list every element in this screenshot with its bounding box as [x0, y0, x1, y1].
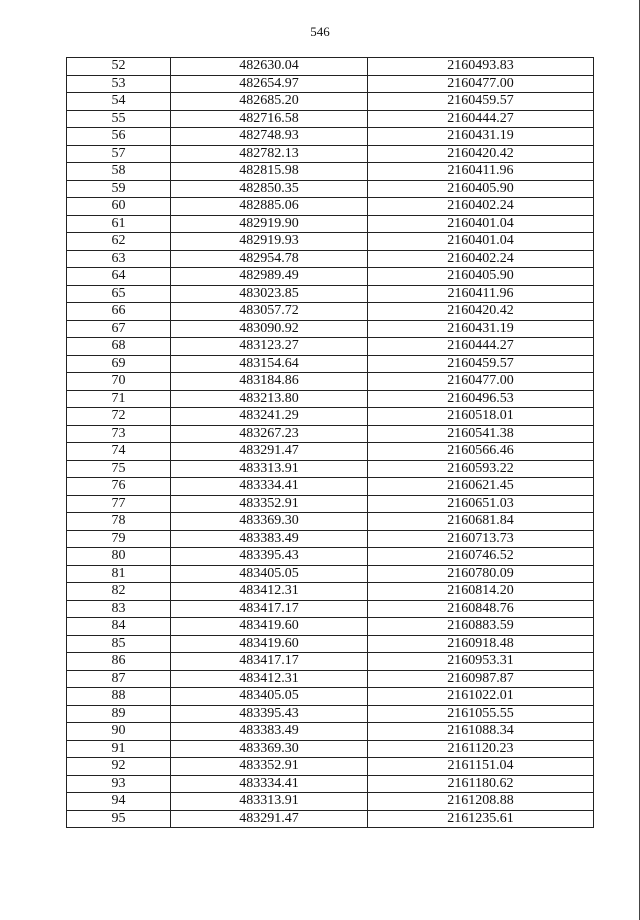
- y-coordinate-cell: 2160746.52: [368, 548, 594, 566]
- y-coordinate-cell: 2160401.04: [368, 215, 594, 233]
- table-row: [67, 58, 594, 76]
- point-number-cell: 67: [67, 320, 171, 338]
- point-number-cell: 65: [67, 285, 171, 303]
- table-row: [67, 530, 594, 548]
- x-coordinate-cell: 482850.35: [171, 180, 368, 198]
- y-coordinate-cell: 2160541.38: [368, 425, 594, 443]
- y-coordinate-cell: 2160444.27: [368, 110, 594, 128]
- table-row: [67, 670, 594, 688]
- table-row: [67, 478, 594, 496]
- point-number-cell: 59: [67, 180, 171, 198]
- point-number-cell: 74: [67, 443, 171, 461]
- y-coordinate-cell: 2160420.42: [368, 145, 594, 163]
- table-row: [67, 390, 594, 408]
- point-number-cell: 93: [67, 775, 171, 793]
- x-coordinate-cell: 482716.58: [171, 110, 368, 128]
- x-coordinate-cell: 483352.91: [171, 758, 368, 776]
- table-row: [67, 460, 594, 478]
- table-row: [67, 145, 594, 163]
- table-row: [67, 285, 594, 303]
- y-coordinate-cell: 2161088.34: [368, 723, 594, 741]
- y-coordinate-cell: 2160431.19: [368, 128, 594, 146]
- x-coordinate-cell: 483412.31: [171, 583, 368, 601]
- point-number-cell: 84: [67, 618, 171, 636]
- x-coordinate-cell: 483417.17: [171, 653, 368, 671]
- point-number-cell: 69: [67, 355, 171, 373]
- y-coordinate-cell: 2160493.83: [368, 58, 594, 76]
- y-coordinate-cell: 2160918.48: [368, 635, 594, 653]
- x-coordinate-cell: 483313.91: [171, 793, 368, 811]
- y-coordinate-cell: 2160405.90: [368, 180, 594, 198]
- x-coordinate-cell: 483334.41: [171, 478, 368, 496]
- y-coordinate-cell: 2160814.20: [368, 583, 594, 601]
- x-coordinate-cell: 482919.90: [171, 215, 368, 233]
- y-coordinate-cell: 2160651.03: [368, 495, 594, 513]
- table-row: [67, 198, 594, 216]
- x-coordinate-cell: 483313.91: [171, 460, 368, 478]
- point-number-cell: 82: [67, 583, 171, 601]
- y-coordinate-cell: 2160518.01: [368, 408, 594, 426]
- y-coordinate-cell: 2160953.31: [368, 653, 594, 671]
- point-number-cell: 58: [67, 163, 171, 181]
- y-coordinate-cell: 2160411.96: [368, 285, 594, 303]
- y-coordinate-cell: 2160431.19: [368, 320, 594, 338]
- table-row: [67, 268, 594, 286]
- point-number-cell: 56: [67, 128, 171, 146]
- table-row: [67, 233, 594, 251]
- y-coordinate-cell: 2160459.57: [368, 355, 594, 373]
- x-coordinate-cell: 483369.30: [171, 513, 368, 531]
- x-coordinate-cell: 482815.98: [171, 163, 368, 181]
- point-number-cell: 57: [67, 145, 171, 163]
- table-row: [67, 338, 594, 356]
- point-number-cell: 66: [67, 303, 171, 321]
- y-coordinate-cell: 2160402.24: [368, 198, 594, 216]
- point-number-cell: 89: [67, 705, 171, 723]
- y-coordinate-cell: 2161055.55: [368, 705, 594, 723]
- y-coordinate-cell: 2160420.42: [368, 303, 594, 321]
- point-number-cell: 54: [67, 93, 171, 111]
- x-coordinate-cell: 483213.80: [171, 390, 368, 408]
- x-coordinate-cell: 483352.91: [171, 495, 368, 513]
- table-row: [67, 320, 594, 338]
- point-number-cell: 63: [67, 250, 171, 268]
- x-coordinate-cell: 483291.47: [171, 443, 368, 461]
- table-row: [67, 583, 594, 601]
- x-coordinate-cell: 483057.72: [171, 303, 368, 321]
- point-number-cell: 60: [67, 198, 171, 216]
- point-number-cell: 91: [67, 740, 171, 758]
- table-row: [67, 740, 594, 758]
- point-number-cell: 73: [67, 425, 171, 443]
- point-number-cell: 64: [67, 268, 171, 286]
- table-row: [67, 355, 594, 373]
- table-row: [67, 303, 594, 321]
- x-coordinate-cell: 482630.04: [171, 58, 368, 76]
- page-number: 546: [310, 24, 330, 39]
- y-coordinate-cell: 2160848.76: [368, 600, 594, 618]
- point-number-cell: 79: [67, 530, 171, 548]
- point-number-cell: 95: [67, 810, 171, 828]
- point-number-cell: 75: [67, 460, 171, 478]
- table-row: [67, 758, 594, 776]
- x-coordinate-cell: 483383.49: [171, 530, 368, 548]
- point-number-cell: 86: [67, 653, 171, 671]
- x-coordinate-cell: 482885.06: [171, 198, 368, 216]
- y-coordinate-cell: 2161208.88: [368, 793, 594, 811]
- table-row: [67, 215, 594, 233]
- table-row: [67, 688, 594, 706]
- point-number-cell: 70: [67, 373, 171, 391]
- point-number-cell: 92: [67, 758, 171, 776]
- x-coordinate-cell: 482782.13: [171, 145, 368, 163]
- y-coordinate-cell: 2161151.04: [368, 758, 594, 776]
- x-coordinate-cell: 483334.41: [171, 775, 368, 793]
- x-coordinate-cell: 483419.60: [171, 635, 368, 653]
- table-row: [67, 548, 594, 566]
- point-number-cell: 55: [67, 110, 171, 128]
- y-coordinate-cell: 2160411.96: [368, 163, 594, 181]
- y-coordinate-cell: 2160593.22: [368, 460, 594, 478]
- y-coordinate-cell: 2160401.04: [368, 233, 594, 251]
- table-row: [67, 408, 594, 426]
- point-number-cell: 80: [67, 548, 171, 566]
- table-row: [67, 723, 594, 741]
- point-number-cell: 61: [67, 215, 171, 233]
- point-number-cell: 62: [67, 233, 171, 251]
- x-coordinate-cell: 483090.92: [171, 320, 368, 338]
- point-number-cell: 88: [67, 688, 171, 706]
- y-coordinate-cell: 2160883.59: [368, 618, 594, 636]
- point-number-cell: 94: [67, 793, 171, 811]
- point-number-cell: 85: [67, 635, 171, 653]
- point-number-cell: 77: [67, 495, 171, 513]
- table-row: [67, 810, 594, 828]
- y-coordinate-cell: 2160402.24: [368, 250, 594, 268]
- table-row: [67, 180, 594, 198]
- y-coordinate-cell: 2160459.57: [368, 93, 594, 111]
- table-row: [67, 793, 594, 811]
- x-coordinate-cell: 483154.64: [171, 355, 368, 373]
- x-coordinate-cell: 482748.93: [171, 128, 368, 146]
- table-row: [67, 163, 594, 181]
- table-row: [67, 565, 594, 583]
- table-row: [67, 128, 594, 146]
- table-row: [67, 373, 594, 391]
- x-coordinate-cell: 483412.31: [171, 670, 368, 688]
- y-coordinate-cell: 2160477.00: [368, 75, 594, 93]
- table-row: [67, 653, 594, 671]
- point-number-cell: 52: [67, 58, 171, 76]
- x-coordinate-cell: 483123.27: [171, 338, 368, 356]
- table-row: [67, 110, 594, 128]
- y-coordinate-cell: 2161120.23: [368, 740, 594, 758]
- x-coordinate-cell: 483369.30: [171, 740, 368, 758]
- table-row: [67, 618, 594, 636]
- x-coordinate-cell: 483395.43: [171, 705, 368, 723]
- point-number-cell: 71: [67, 390, 171, 408]
- point-number-cell: 78: [67, 513, 171, 531]
- table-row: [67, 635, 594, 653]
- point-number-cell: 53: [67, 75, 171, 93]
- x-coordinate-cell: 483419.60: [171, 618, 368, 636]
- table-row: [67, 600, 594, 618]
- table-row: [67, 75, 594, 93]
- x-coordinate-cell: 483405.05: [171, 565, 368, 583]
- x-coordinate-cell: 482954.78: [171, 250, 368, 268]
- y-coordinate-cell: 2161180.62: [368, 775, 594, 793]
- y-coordinate-cell: 2160987.87: [368, 670, 594, 688]
- x-coordinate-cell: 483184.86: [171, 373, 368, 391]
- x-coordinate-cell: 483405.05: [171, 688, 368, 706]
- y-coordinate-cell: 2161235.61: [368, 810, 594, 828]
- table-row: [67, 705, 594, 723]
- x-coordinate-cell: 483023.85: [171, 285, 368, 303]
- y-coordinate-cell: 2160566.46: [368, 443, 594, 461]
- x-coordinate-cell: 482989.49: [171, 268, 368, 286]
- point-number-cell: 76: [67, 478, 171, 496]
- table-row: [67, 495, 594, 513]
- table-row: [67, 425, 594, 443]
- x-coordinate-cell: 482654.97: [171, 75, 368, 93]
- y-coordinate-cell: 2160713.73: [368, 530, 594, 548]
- point-number-cell: 81: [67, 565, 171, 583]
- y-coordinate-cell: 2160681.84: [368, 513, 594, 531]
- x-coordinate-cell: 482919.93: [171, 233, 368, 251]
- y-coordinate-cell: 2160621.45: [368, 478, 594, 496]
- y-coordinate-cell: 2160477.00: [368, 373, 594, 391]
- table-row: [67, 513, 594, 531]
- y-coordinate-cell: 2160444.27: [368, 338, 594, 356]
- point-number-cell: 83: [67, 600, 171, 618]
- y-coordinate-cell: 2160405.90: [368, 268, 594, 286]
- x-coordinate-cell: 483395.43: [171, 548, 368, 566]
- coordinates-table: [66, 57, 594, 828]
- point-number-cell: 90: [67, 723, 171, 741]
- x-coordinate-cell: 483383.49: [171, 723, 368, 741]
- point-number-cell: 68: [67, 338, 171, 356]
- table-row: [67, 250, 594, 268]
- table-row: [67, 93, 594, 111]
- x-coordinate-cell: 483417.17: [171, 600, 368, 618]
- y-coordinate-cell: 2160496.53: [368, 390, 594, 408]
- point-number-cell: 72: [67, 408, 171, 426]
- x-coordinate-cell: 483291.47: [171, 810, 368, 828]
- y-coordinate-cell: 2161022.01: [368, 688, 594, 706]
- table-row: [67, 775, 594, 793]
- x-coordinate-cell: 483241.29: [171, 408, 368, 426]
- point-number-cell: 87: [67, 670, 171, 688]
- x-coordinate-cell: 482685.20: [171, 93, 368, 111]
- table-row: [67, 443, 594, 461]
- y-coordinate-cell: 2160780.09: [368, 565, 594, 583]
- coordinates-table-body: [67, 58, 594, 828]
- x-coordinate-cell: 483267.23: [171, 425, 368, 443]
